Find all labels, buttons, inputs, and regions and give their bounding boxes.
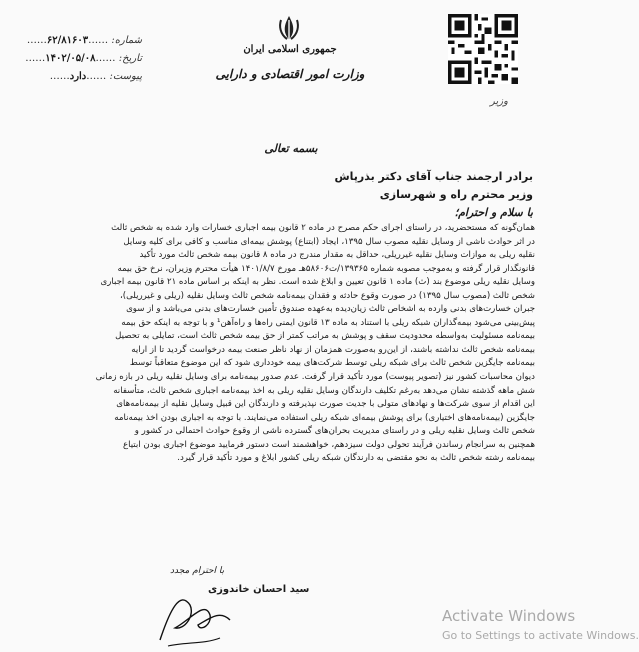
basmala: بسمه تعالی xyxy=(264,142,318,155)
republic-title: جمهوری اسلامی ایران xyxy=(243,44,337,55)
body-line: شخص ثالث (مصوب سال ۱۳۹۵) در صورت وقوع حادثه و فقدان بیمه‌نامه شخص ثالث وسایل نقلیه (ریلی و غیرریلی)، xyxy=(119,290,535,301)
ministry-title: وزارت امور اقتصادی و دارایی xyxy=(215,67,365,81)
letter-body xyxy=(35,222,535,466)
salutation: با سلام و احترام؛ xyxy=(454,206,533,219)
recipient-name: برادر ارجمند جناب آقای دکتر بذرپاش xyxy=(334,170,533,183)
body-line: قانونگذار قرار گرفته و به‌موجب مصوبه شماره ۱۳۹۳۶۵/ت۵۸۶۰۶هـ مورخ ۱۴۰۱/۸/۷ هیأت محترم وزیران، نرخ حق بیمه xyxy=(117,263,535,274)
closing-note: با احترام مجدد xyxy=(170,566,225,576)
recipient-title: وزیر محترم راه و شهرسازی xyxy=(379,188,533,201)
body-line: در اثر حوادث ناشی از وسایل نقلیه مصوب سال ۱۳۹۵، ایجاد (ابتناع) پوشش بیمه‌ای مناسب و کافی برای کلیه وسایل xyxy=(123,236,535,247)
body-line: جبران خسارت‌های بدنی وارده به اشخاص ثالث زیان‌دیده به‌عهده صندوق تأمین خسارت‌های بدنی می‌باشد و از سوی xyxy=(126,304,535,315)
body-line: شخص ثالث وسایل نقلیه ریلی و در راستای مدیریت بحران‌های گسترده ناشی از وقوع حوادث احتمالی در کشور و xyxy=(134,426,535,437)
body-line: پیش‌بینی می‌شود بیمه‌گذاران شبکه ریلی با استناد به ماده ۱۳ قانون ایمنی راه‌ها و راه‌آهن¹ و با توجه به اینکه حق بیمه xyxy=(121,317,535,328)
signer-name: سید احسان خاندوزی xyxy=(208,584,310,595)
signature-icon xyxy=(150,570,260,650)
letter-number: شماره: ……۶۲/۸۱۶۰۳…… xyxy=(26,35,142,46)
minister-label: وزیر xyxy=(490,96,508,107)
activate-windows-watermark: Activate Windows Go to Settings to activate Windows. xyxy=(442,607,639,642)
letter-attachment: پیوست: ……دارد…… xyxy=(49,71,142,82)
body-line: شش ماهه گذشته نشان می‌دهد به‌رغم تکلیف دارندگان وسایل نقلیه ریلی به اخذ بیمه‌نامه اجباری شخص ثالث، متأسفانه xyxy=(113,385,535,396)
letter-date: تاریخ: ……۱۴۰۲/۰۵/۰۸…… xyxy=(25,53,142,64)
letter-meta xyxy=(22,32,142,86)
body-line: همچنین به سرانجام رساندن فرآیند تحولی دولت سیزدهم، خواهشمند است دستور فرمایید موضوع اجباری بودن ابتیاع xyxy=(122,439,535,450)
qr-code-icon xyxy=(448,14,518,84)
recipient xyxy=(334,168,533,204)
body-line: بیمه‌نامه رشته شخص ثالث به نحو مقتضی به دارندگان شبکه ریلی کشور ابلاغ و مورد تأکید قرار گیرد. xyxy=(177,453,535,464)
body-line: جایگزین (بیمه‌نامه‌های اختیاری) برای پوشش بیمه‌ای شبکه ریلی استفاده می‌نمایند. با توجه به اجباری بودن اخذ بیمه‌نامه xyxy=(114,412,535,423)
body-line: این اقدام از سوی شرکت‌ها و نهادهای متولی با جدیت صورت نپذیرفته و دارندگان این قبیل وسایل نقلیه از بیمه‌نامه‌های xyxy=(116,399,535,410)
body-line: وسایل نقلیه ریلی موضوع بند (ث) ماده ۱ قانون تعیین و ابلاغ شده است. نظر به اینکه بر اساس ماده ۲۱ قانون بیمه اجباری xyxy=(100,277,535,288)
body-line: دیوان محاسبات کشور نیز (تصویر پیوست) مورد تأکید قرار گرفت. عدم صدور بیمه‌نامه برای وسایل نقلیه ریلی در بازه زمانی xyxy=(95,372,535,383)
body-line: بیمه‌نامه مسئولیت به‌واسطه محدودیت سقف و پوشش به مراتب کمتر از حق بیمه شخص ثالث است، تمایلی به تحصیل xyxy=(115,331,535,342)
body-line: بیمه‌نامه جایگزین شخص ثالث برای شبکه ریلی توسط شرکت‌های بیمه خودداری شود که این موضوع متعاقباً توسط xyxy=(129,358,535,369)
body-line: نقلیه ریلی به موازات وسایل نقلیه غیرریلی، حداقل به مقدار مندرج در ماده ۸ قانون بیمه شخص ثالث مورد تأکید xyxy=(139,250,535,261)
body-line: بیمه‌نامه شخص ثالث نداشته باشند، از این‌رو به‌صورت همزمان از نهاد ناظر صنعت بیمه درخواست گردید تا از ارایه xyxy=(131,344,535,355)
iran-emblem-icon xyxy=(276,14,302,42)
body-line: همان‌گونه که مستحضرید، در راستای اجرای حکم مصرح در ماده ۲ قانون بیمه اجباری خسارات وارد شده به شخص ثالث xyxy=(111,223,535,233)
